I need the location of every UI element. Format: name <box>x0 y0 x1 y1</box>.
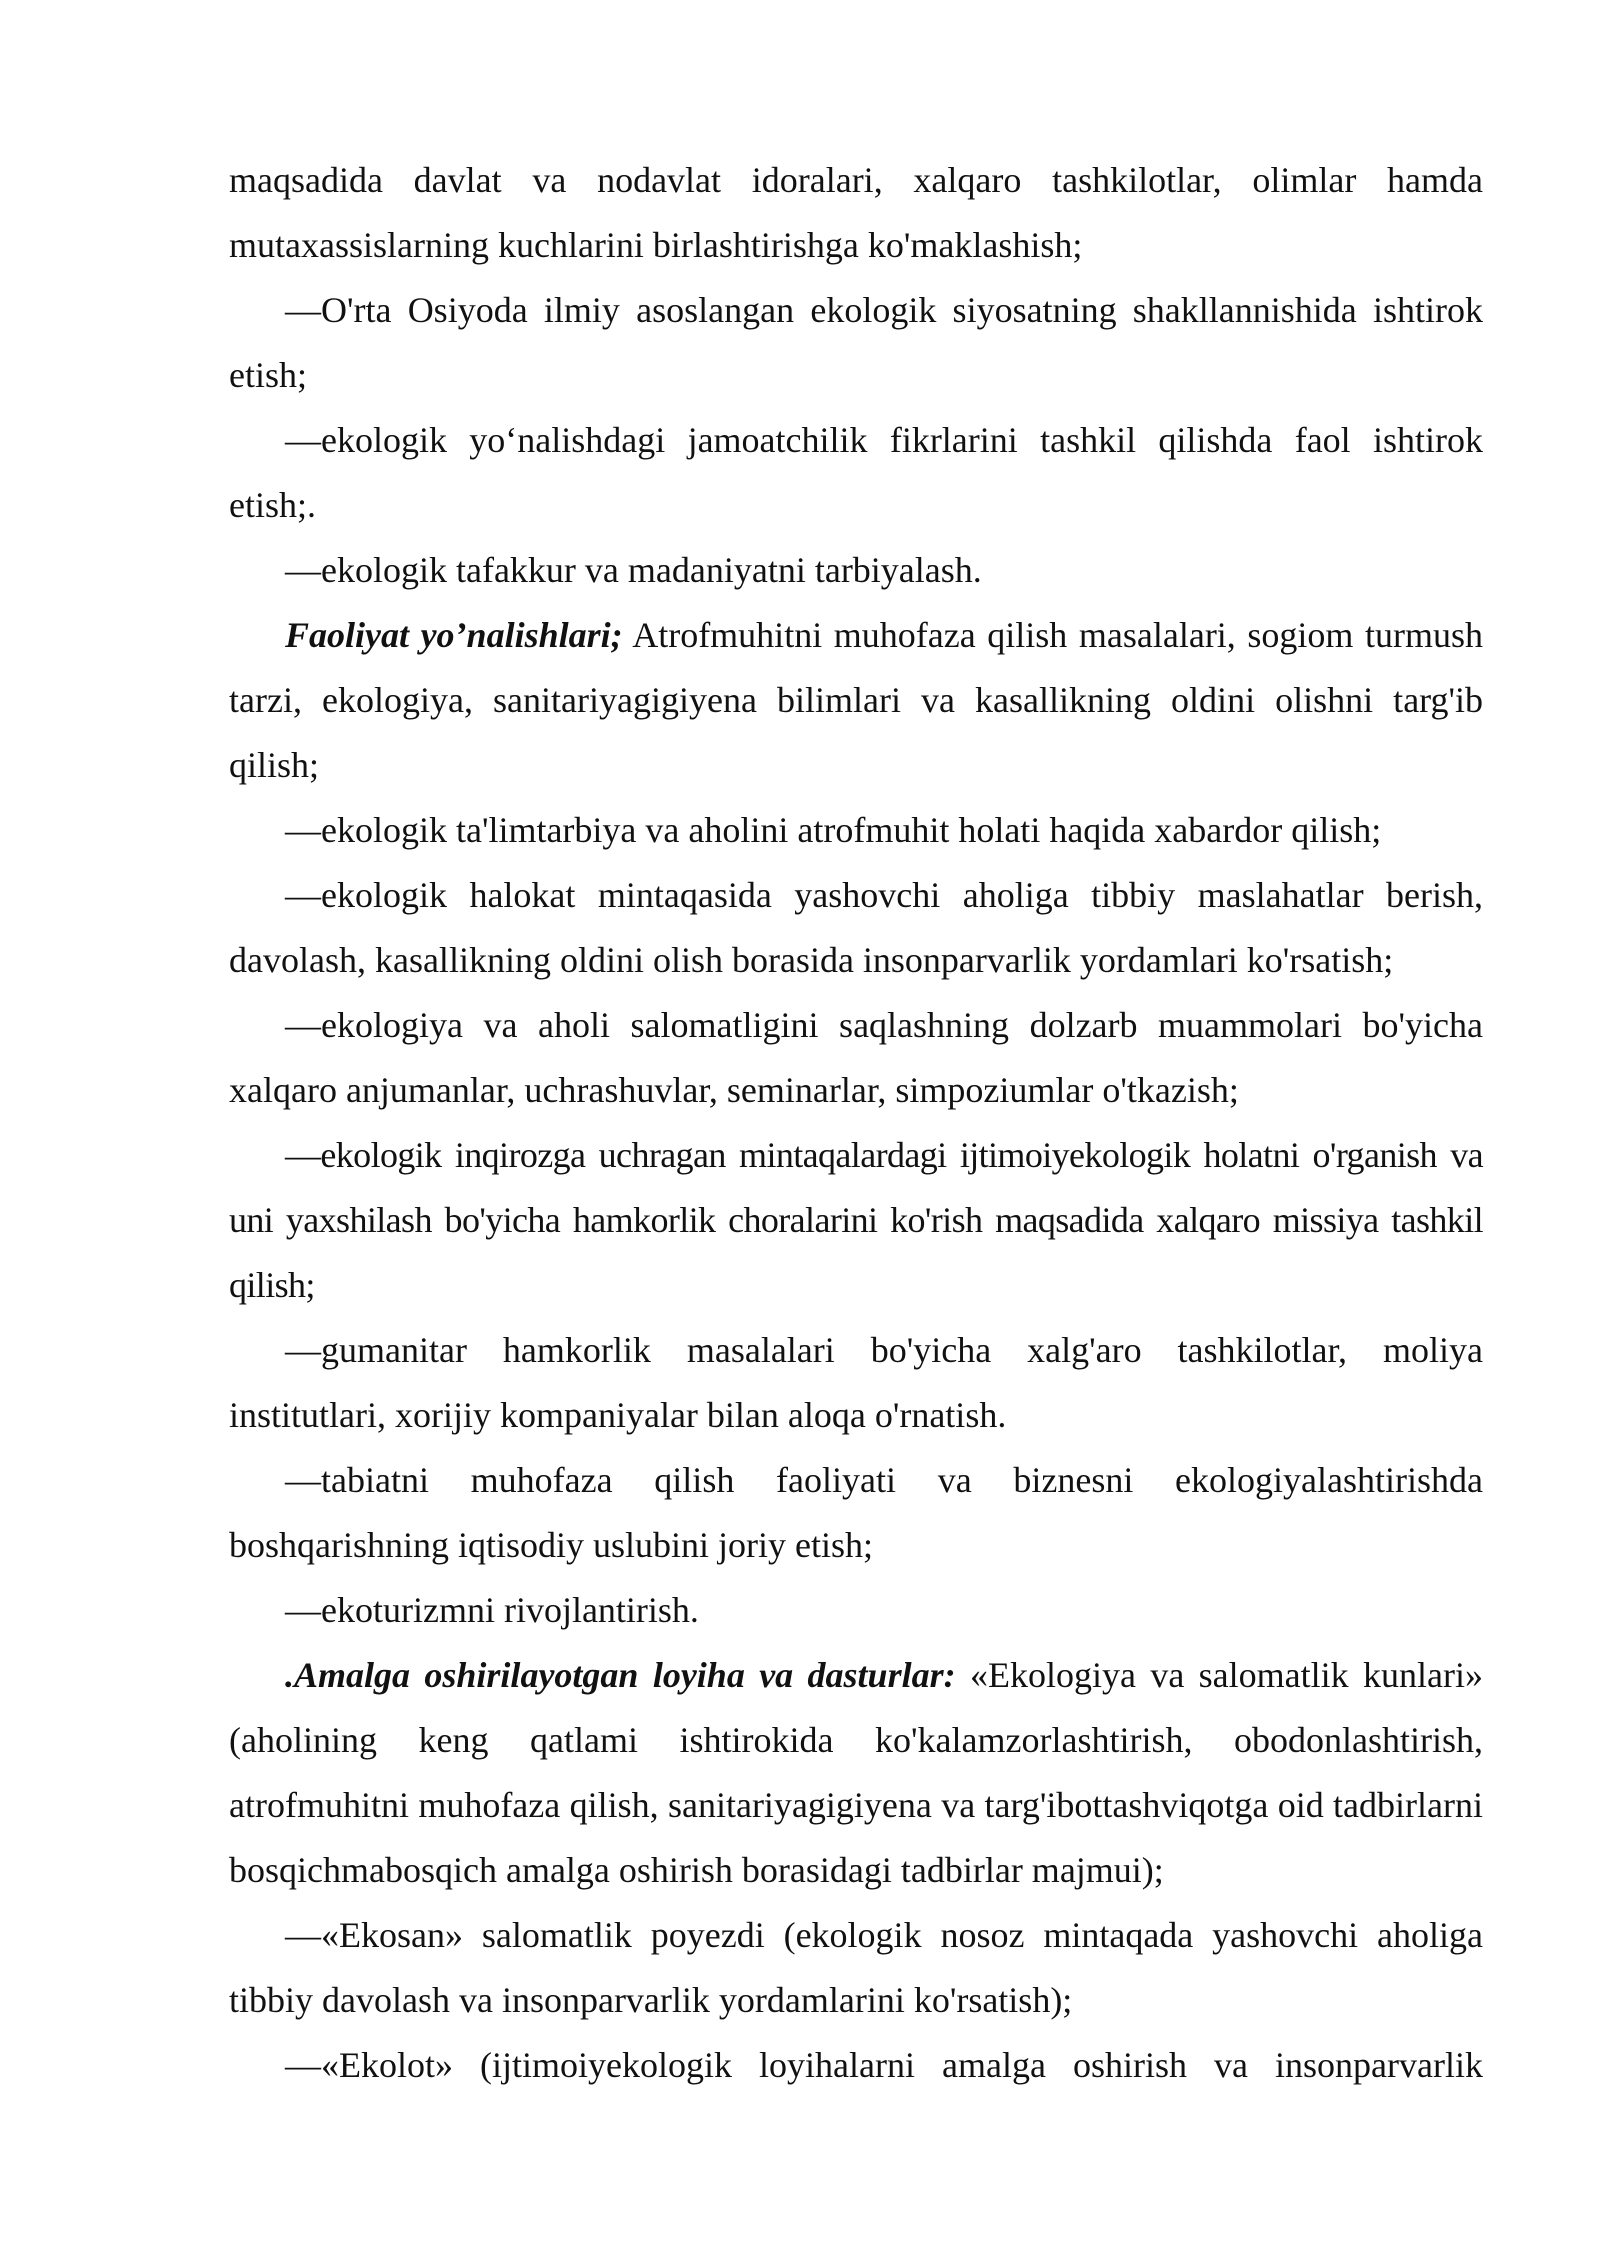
section-text: «Ekologiya va salomatlik kunlari» (aholining keng qatlami ishtirokida ko'kalamzorlashtirish, obodonlashtirish, atrofmuhitni muhofaza qilish, sanitariyagigiyena va targ'ibottashviqotga oid tadbirlarni bosqichmabosqich amalga oshirish borasidagi tadbirlar majmui); <box>229 1655 1483 1890</box>
section-paragraph-projects <box>229 1643 1483 1903</box>
list-item: —O'rta Osiyoda ilmiy asoslangan ekologik siyosatning shakllannishida ishtirok etish; <box>229 290 1483 395</box>
section-heading-projects: .Amalga oshirilayotgan loyiha va dasturlar: <box>285 1655 956 1695</box>
list-item: —ekologik tafakkur va madaniyatni tarbiyalash. <box>285 550 982 590</box>
list-item: —«Ekosan» salomatlik poyezdi (ekologik nosoz mintaqada yashovchi aholiga tibbiy davolash va insonparvarlik yordamlarini ko'rsatish); <box>229 1915 1483 2020</box>
list-item: —ekologik ta'limtarbiya va aholini atrofmuhit holati haqida xabardor qilish; <box>285 810 1382 850</box>
list-item: —ekoturizmni rivojlantirish. <box>285 1590 699 1630</box>
list-item: —ekologik inqirozga uchragan mintaqalardagi ijtimoiyekologik holatni o'rganish va uni yaxshilash bo'yicha hamkorlik choralarini ko'rish maqsadida xalqaro missiya tashkil qilish; <box>229 1135 1483 1305</box>
document-page <box>229 148 1483 2098</box>
paragraph-continuation: maqsadida davlat va nodavlat idoralari, xalqaro tashkilotlar, olimlar hamda mutaxassislarning kuchlarini birlashtirishga ko'maklashish; <box>229 160 1483 265</box>
section-paragraph-activities <box>229 603 1483 798</box>
list-item: —«Ekolot» (ijtimoiyekologik loyihalarni amalga oshirish va insonparvarlik <box>285 2045 1483 2085</box>
section-heading-activities: Faoliyat yo’nalishlari; <box>285 615 623 655</box>
list-item: —ekologik yoʻnalishdagi jamoatchilik fikrlarini tashkil qilishda faol ishtirok etish;. <box>229 420 1483 525</box>
list-item: —tabiatni muhofaza qilish faoliyati va biznesni ekologiyalashtirishda boshqarishning iqtisodiy uslubini joriy etish; <box>229 1460 1483 1565</box>
section-text: Atrofmuhitni muhofaza qilish masalalari, sogiom turmush tarzi, ekologiya, sanitariyagigiyena bilimlari va kasallikning oldini olishni targ'ib qilish; <box>229 615 1483 785</box>
list-item: —gumanitar hamkorlik masalalari bo'yicha xalg'aro tashkilotlar, moliya institutlari, xorijiy kompaniyalar bilan aloqa o'rnatish. <box>229 1330 1483 1435</box>
list-item: —ekologiya va aholi salomatligini saqlashning dolzarb muammolari bo'yicha xalqaro anjumanlar, uchrashuvlar, seminarlar, simpoziumlar o'tkazish; <box>229 1005 1483 1110</box>
list-item: —ekologik halokat mintaqasida yashovchi aholiga tibbiy maslahatlar berish, davolash, kasallikning oldini olish borasida insonparvarlik yordamlari ko'rsatish; <box>229 875 1483 980</box>
